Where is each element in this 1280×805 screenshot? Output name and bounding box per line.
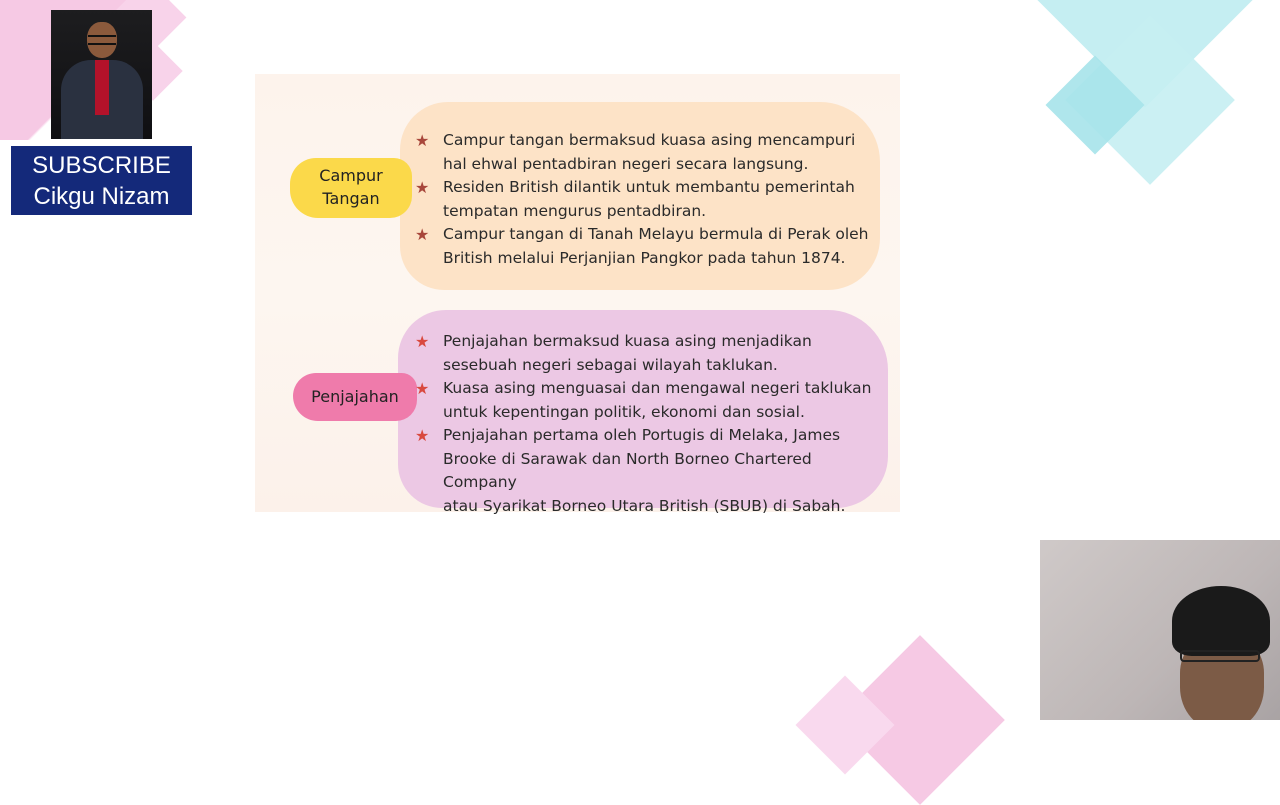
list-item bbox=[415, 129, 875, 176]
star-icon: ★ bbox=[415, 379, 430, 398]
star-icon: ★ bbox=[415, 426, 430, 445]
subscribe-label: SUBSCRIBE bbox=[32, 152, 171, 179]
item-line: sesebuah negeri sebagai wilayah taklukan. bbox=[443, 355, 778, 374]
item-line: tempatan mengurus pentadbiran. bbox=[443, 201, 707, 220]
channel-name: Cikgu Nizam bbox=[33, 183, 170, 210]
item-line: untuk kepentingan politik, ekonomi dan sosial. bbox=[443, 402, 805, 421]
star-icon: ★ bbox=[415, 332, 430, 351]
item-line: atau Syarikat Borneo Utara British (SBUB) di Sabah. bbox=[443, 496, 846, 515]
campur-tangan-list bbox=[415, 129, 875, 270]
list-item bbox=[415, 330, 885, 377]
item-line: Campur tangan di Tanah Melayu bermula di Perak oleh bbox=[443, 225, 869, 243]
item-line: Residen British dilantik untuk membantu pemerintah bbox=[443, 178, 855, 196]
list-item bbox=[415, 424, 885, 518]
star-icon: ★ bbox=[415, 178, 430, 197]
webcam-feed bbox=[1040, 540, 1280, 720]
item-line: Campur tangan bermaksud kuasa asing mencampuri bbox=[443, 131, 856, 149]
subscribe-banner[interactable] bbox=[11, 146, 192, 215]
item-line: Penjajahan bermaksud kuasa asing menjadikan bbox=[443, 332, 812, 350]
item-line: Penjajahan pertama oleh Portugis di Melaka, James bbox=[443, 426, 841, 444]
tag-line: Tangan bbox=[322, 189, 380, 208]
item-line: Brooke di Sarawak dan North Borneo Chartered Company bbox=[443, 449, 812, 491]
star-icon: ★ bbox=[415, 131, 430, 150]
star-icon: ★ bbox=[415, 225, 430, 244]
tag-line: Penjajahan bbox=[311, 387, 399, 406]
list-item bbox=[415, 223, 875, 270]
presenter-photo bbox=[51, 10, 152, 139]
penjajahan-list bbox=[415, 330, 885, 518]
item-line: hal ehwal pentadbiran negeri secara langsung. bbox=[443, 154, 809, 173]
campur-tangan-tag bbox=[290, 158, 412, 218]
list-item bbox=[415, 176, 875, 223]
slide-image bbox=[255, 74, 900, 515]
item-line: Kuasa asing menguasai dan mengawal negeri taklukan bbox=[443, 379, 872, 397]
item-line: British melalui Perjanjian Pangkor pada tahun 1874. bbox=[443, 248, 846, 267]
list-item bbox=[415, 377, 885, 424]
penjajahan-tag bbox=[293, 373, 417, 421]
tag-line: Campur bbox=[319, 166, 383, 185]
